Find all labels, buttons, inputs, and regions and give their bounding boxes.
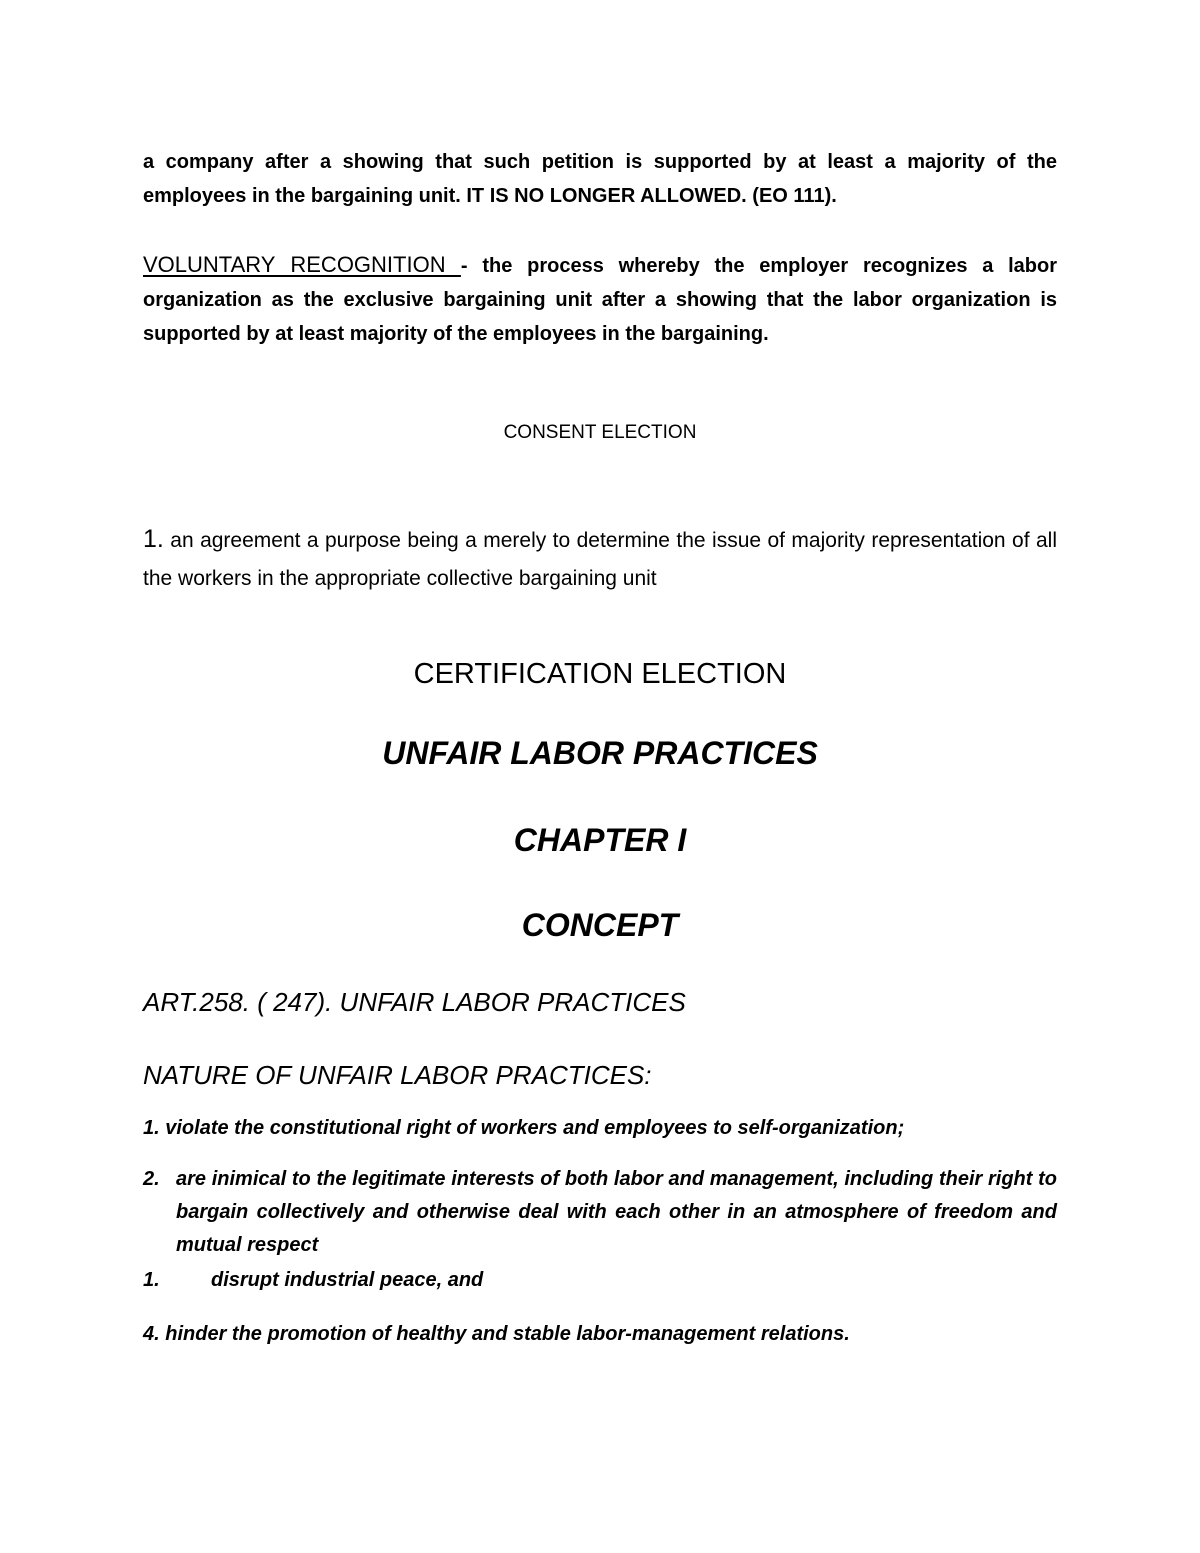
nature-heading: NATURE OF UNFAIR LABOR PRACTICES:: [143, 1060, 652, 1090]
consent-item-text: an agreement a purpose being a merely to determine the issue of majority representation of all the workers in the appropriate collective bargaining unit: [143, 529, 1057, 590]
voluntary-recognition-definition: - the process whereby the employer recognizes a labor organization as the exclusive bargaining unit after a showing that the labor organization is supported by at least majority of the employees in the bargaining.: [143, 255, 1057, 345]
voluntary-recognition-term: VOLUNTARY RECOGNITION: [143, 252, 461, 277]
nature-list-item: [143, 1318, 1057, 1351]
unfair-labor-practices-heading: UNFAIR LABOR PRACTICES: [382, 735, 818, 771]
nature-list-item: [143, 1264, 1057, 1297]
nature-item-text: hinder the promotion of healthy and stable labor-management relations.: [159, 1323, 850, 1345]
consent-election-heading: CONSENT ELECTION: [503, 422, 697, 443]
nature-item-number: 1.: [143, 1117, 160, 1139]
voluntary-recognition-paragraph: [143, 248, 1057, 351]
concept-heading: CONCEPT: [521, 907, 679, 943]
nature-list-item: [143, 1112, 1057, 1145]
nature-item-number: 1.: [143, 1269, 160, 1291]
nature-item-number: 2.: [143, 1168, 160, 1190]
nature-item-text: are inimical to the legitimate interests of both labor and management, including their right to bargain collectively and otherwise deal with each other in an atmosphere of freedom and mutual respect: [176, 1168, 1057, 1256]
nature-item-text: disrupt industrial peace, and: [211, 1269, 484, 1291]
intro-paragraph: [143, 145, 1057, 213]
nature-list-item: [143, 1163, 1057, 1262]
chapter-heading: CHAPTER I: [513, 822, 687, 858]
nature-item-number: 4.: [143, 1323, 160, 1345]
consent-election-item: [143, 520, 1057, 598]
article-heading: ART.258. ( 247). UNFAIR LABOR PRACTICES: [143, 987, 686, 1017]
consent-item-number: 1.: [143, 525, 164, 553]
intro-text: a company after a showing that such petition is supported by at least a majority of the employees in the bargaining unit. IT IS NO LONGER ALLOWED. (EO 111).: [143, 151, 1057, 207]
certification-election-heading: CERTIFICATION ELECTION: [413, 658, 787, 690]
nature-item-text: violate the constitutional right of workers and employees to self-organization;: [159, 1117, 905, 1139]
